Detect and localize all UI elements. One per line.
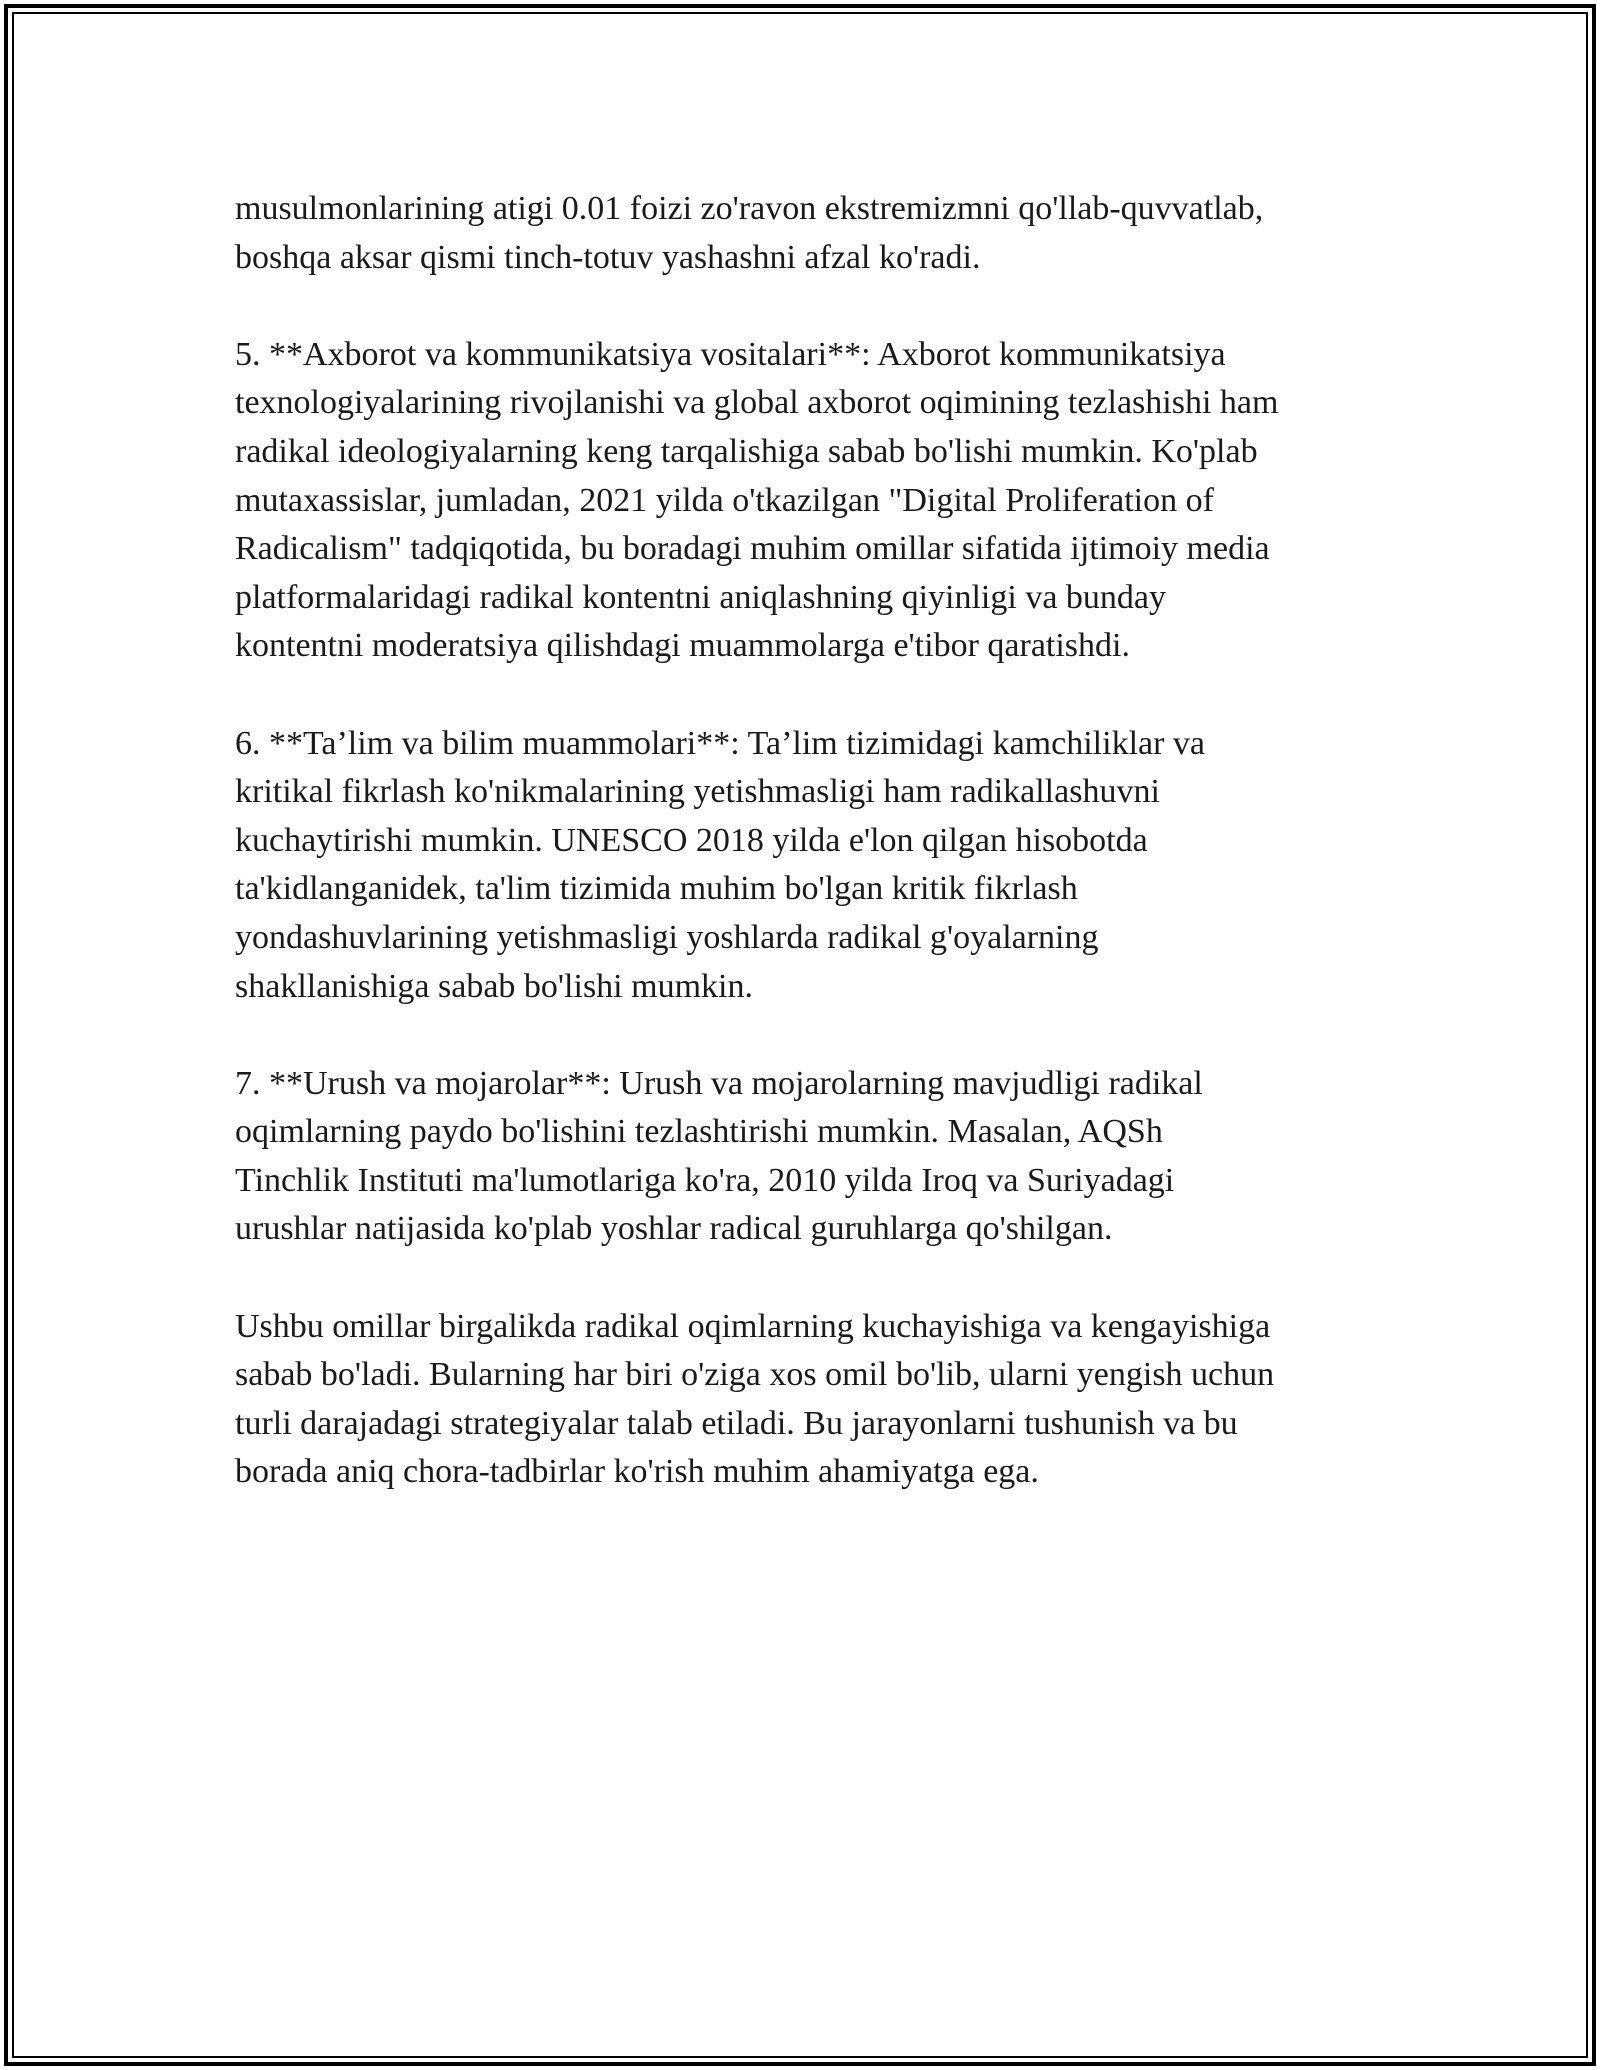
paragraph-item-6: 6. **Ta’lim va bilim muammolari**: Ta’lim tizimidagi kamchiliklar va kritikal fikrlash ko'nikmalarining yetishmasligi ham radikallashuvni kuchaytirishi mumkin. UNESCO 2018 yilda e'lon qilgan hisobotda ta'kidlanganidek, ta'lim tizimida muhim bo'lgan kritik fikrlash yondashuvlarining yetishmasligi yoshlarda radikal g'oyalarning shakllanishiga sabab bo'lishi mumkin. [235, 724, 1206, 1005]
paragraph-continuation: musulmonlarining atigi 0.01 foizi zo'ravon ekstremizmni qo'llab-quvvatlab, boshqa aksar qismi tinch-totuv yashashni afzal ko'radi. [235, 190, 1264, 276]
paragraph-conclusion: Ushbu omillar birgalikda radikal oqimlarning kuchayishiga va kengayishiga sabab bo'ladi. Bularning har biri o'ziga xos omil bo'lib, ularni yengish uchun turli darajadagi strategiyalar talab etiladi. Bu jarayonlarni tushunish va bu borada aniq chora-tadbirlar ko'rish muhim ahamiyatga ega. [235, 1307, 1275, 1491]
paragraph-item-5: 5. **Axborot va kommunikatsiya vositalari**: Axborot kommunikatsiya texnologiyalarining rivojlanishi va global axborot oqimining tezlashishi ham radikal ideologiyalarning keng tarqalishiga sabab bo'lishi mumkin. Ko'plab mutaxassislar, jumladan, 2021 yilda o'tkazilgan "Digital Proliferation of Radicalism" tadqiqotida, bu boradagi muhim omillar sifatida ijtimoiy media platformalaridagi radikal kontentni aniqlashning qiyinligi va bunday kontentni moderatsiya qilishdagi muammolarga e'tibor qaratishdi. [235, 335, 1279, 665]
document-body [235, 185, 1370, 1546]
paragraph-item-7: 7. **Urush va mojarolar**: Urush va mojarolarning mavjudligi radikal oqimlarning paydo bo'lishini tezlashtirishi mumkin. Masalan, AQSh Tinchlik Instituti ma'lumotlariga ko'ra, 2010 yilda Iroq va Suriyadagi urushlar natijasida ko'plab yoshlar radical guruhlarga qo'shilgan. [235, 1064, 1203, 1248]
